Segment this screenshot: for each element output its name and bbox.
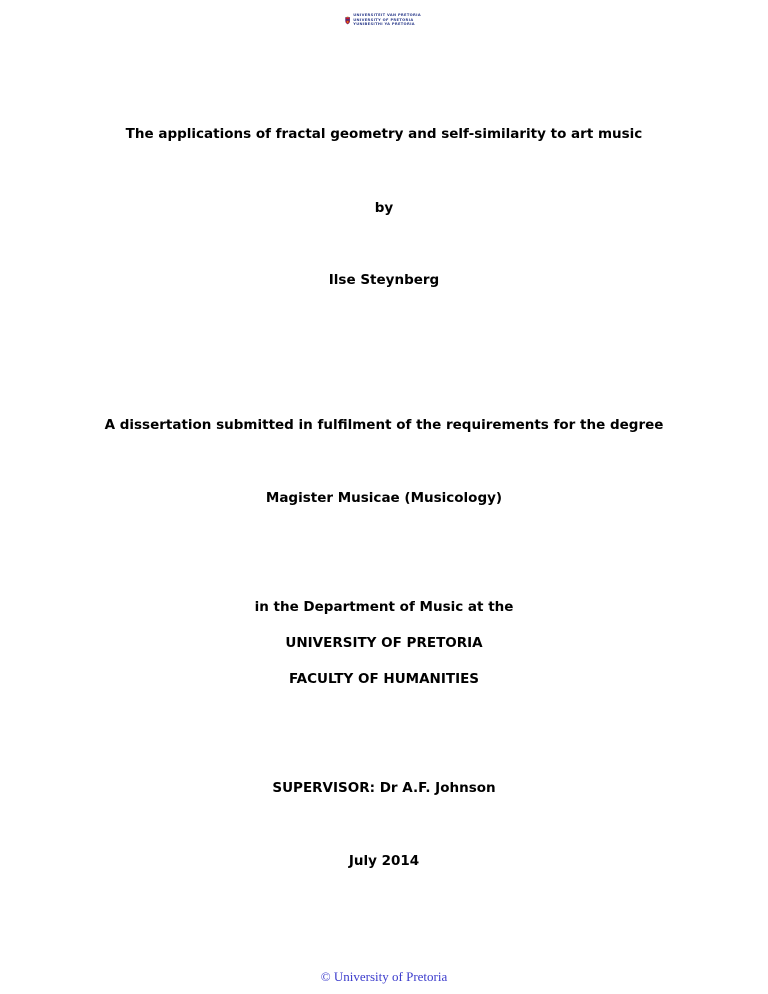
university-name: UNIVERSITY OF PRETORIA xyxy=(285,635,483,651)
department-line: in the Department of Music at the xyxy=(254,599,514,615)
copyright-footer: © University of Pretoria xyxy=(320,969,448,984)
faculty-name: FACULTY OF HUMANITIES xyxy=(288,671,480,687)
university-crest-icon xyxy=(345,12,350,29)
university-logo xyxy=(345,10,421,30)
logo-wordmark xyxy=(353,13,421,26)
dissertation-title: The applications of fractal geometry and self-similarity to art music xyxy=(125,126,643,142)
by-line: by xyxy=(374,200,394,216)
logo-line-english: UNIVERSITY OF PRETORIA xyxy=(353,17,414,22)
logo-line-sepedi: YUNIBESITHI YA PRETORIA xyxy=(353,22,415,27)
supervisor-line: SUPERVISOR: Dr A.F. Johnson xyxy=(272,780,496,796)
logo-line-afrikaans: UNIVERSITEIT VAN PRETORIA xyxy=(353,13,421,18)
degree-name: Magister Musicae (Musicology) xyxy=(265,490,503,506)
submission-statement: A dissertation submitted in fulfilment of the requirements for the degree xyxy=(104,417,664,433)
submission-date: July 2014 xyxy=(348,853,420,869)
author-name: Ilse Steynberg xyxy=(328,272,440,288)
